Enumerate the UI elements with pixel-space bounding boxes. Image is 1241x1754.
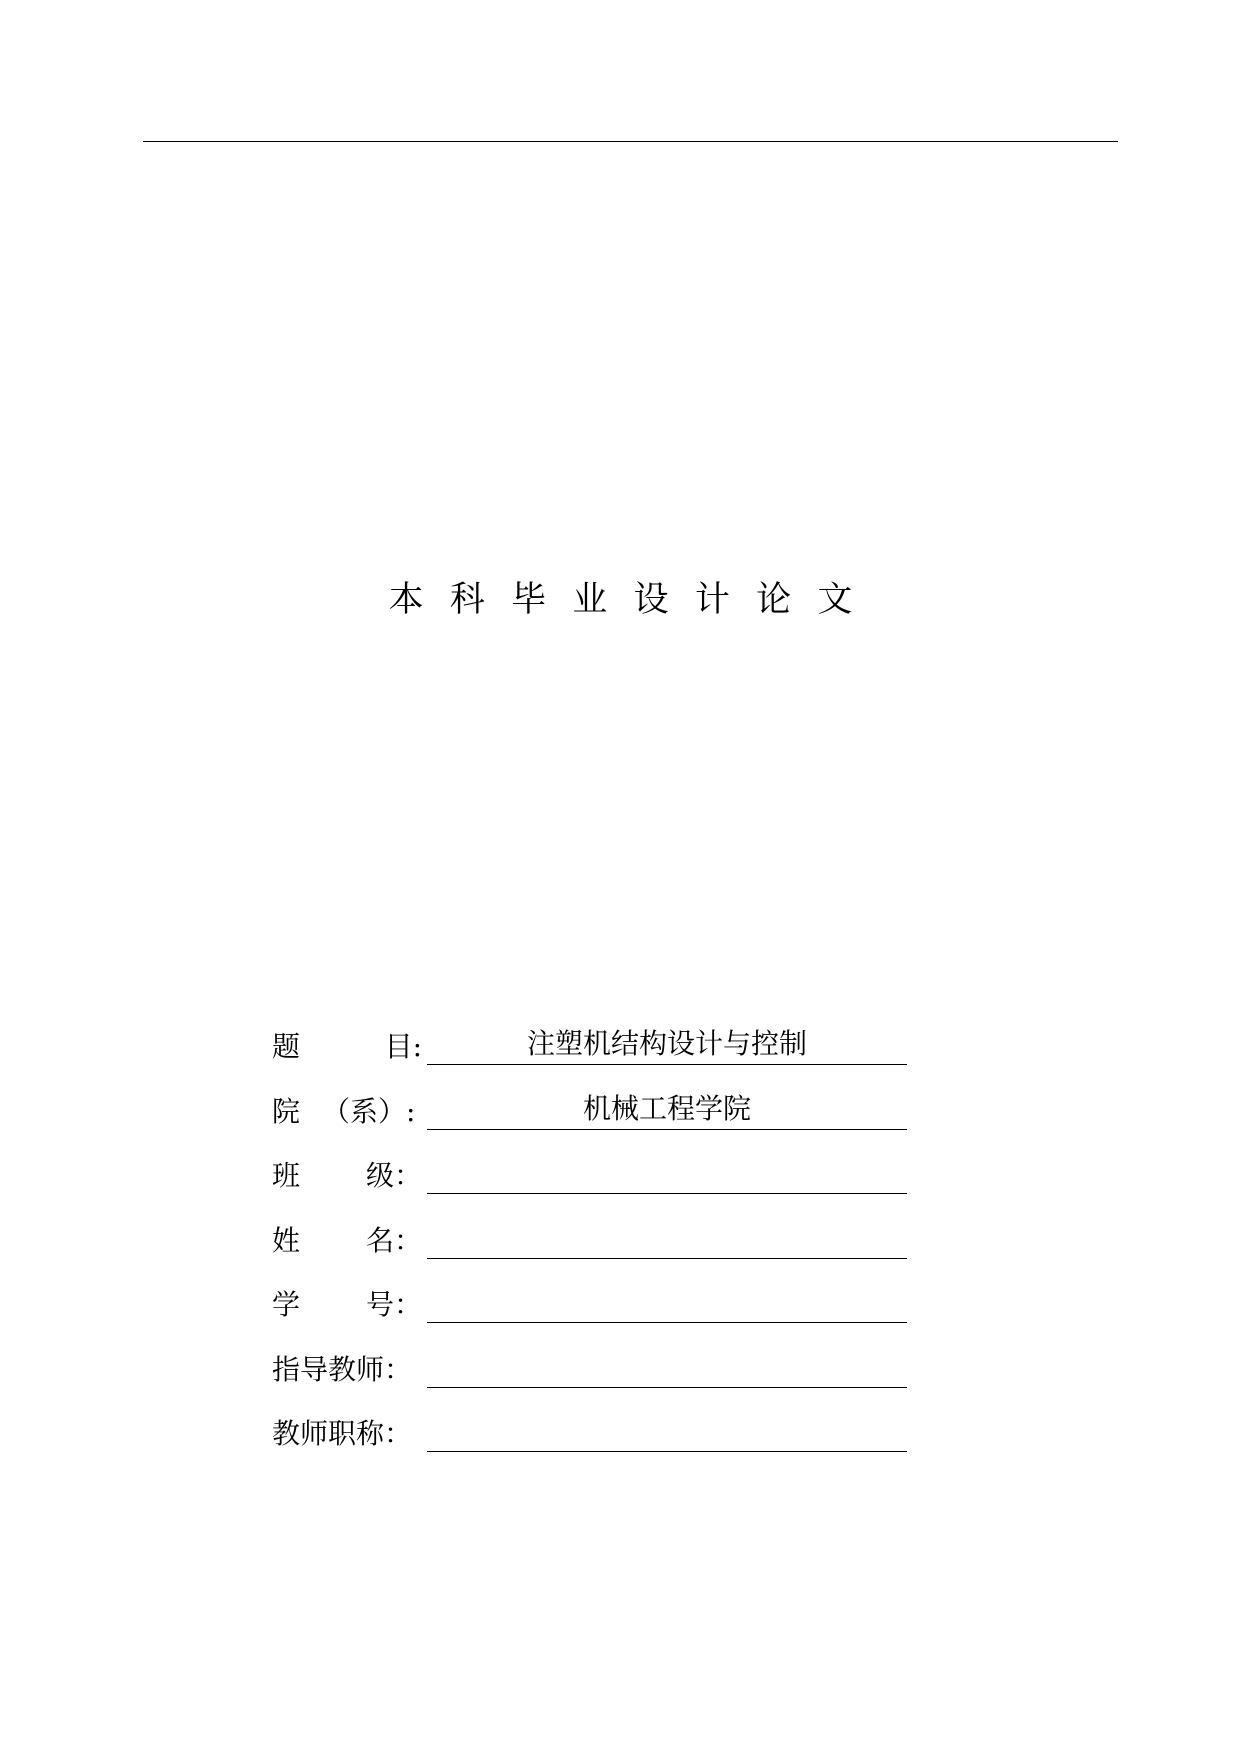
- header-rule: [143, 141, 1118, 142]
- department-label: [272, 1093, 422, 1131]
- document-title: 本科毕业设计论文: [388, 580, 879, 620]
- cover-info-form: [272, 1018, 912, 1470]
- advisor-label: [272, 1351, 422, 1389]
- advisor-field[interactable]: [427, 1347, 907, 1388]
- topic-field[interactable]: 注塑机结构设计与控制: [427, 1024, 907, 1065]
- topic-label: [272, 1028, 422, 1066]
- form-row-class: [272, 1147, 912, 1212]
- advisor-label-text: 指导教师：: [272, 1352, 413, 1386]
- advisor-title-label-text: 教师职称：: [272, 1417, 413, 1450]
- name-field[interactable]: [427, 1218, 907, 1259]
- topic-label-part2: 目:: [384, 1030, 422, 1063]
- name-label-part2: 名：: [365, 1223, 422, 1257]
- student-id-label-part2: 号：: [365, 1288, 422, 1321]
- department-field[interactable]: 机械工程学院: [427, 1089, 907, 1130]
- department-label-part2: （系）:: [322, 1094, 416, 1128]
- form-row-student-id: [272, 1276, 912, 1341]
- form-row-topic: [272, 1018, 912, 1083]
- department-label-part1: 院: [272, 1094, 301, 1128]
- advisor-title-label: [272, 1415, 422, 1453]
- class-label: [272, 1157, 422, 1195]
- form-row-advisor: [272, 1341, 912, 1406]
- advisor-title-field[interactable]: [427, 1411, 907, 1452]
- name-label: [272, 1222, 422, 1260]
- form-row-name: [272, 1212, 912, 1277]
- form-row-advisor-title: [272, 1405, 912, 1470]
- topic-label-part1: 题: [272, 1030, 301, 1063]
- form-row-department: [272, 1083, 912, 1148]
- class-field[interactable]: [427, 1153, 907, 1194]
- student-id-field[interactable]: [427, 1282, 907, 1323]
- student-id-label-part1: 学: [272, 1288, 301, 1321]
- class-label-part1: 班: [272, 1159, 301, 1192]
- student-id-label: [272, 1286, 422, 1324]
- class-label-part2: 级：: [365, 1159, 422, 1192]
- name-label-part1: 姓: [272, 1223, 301, 1257]
